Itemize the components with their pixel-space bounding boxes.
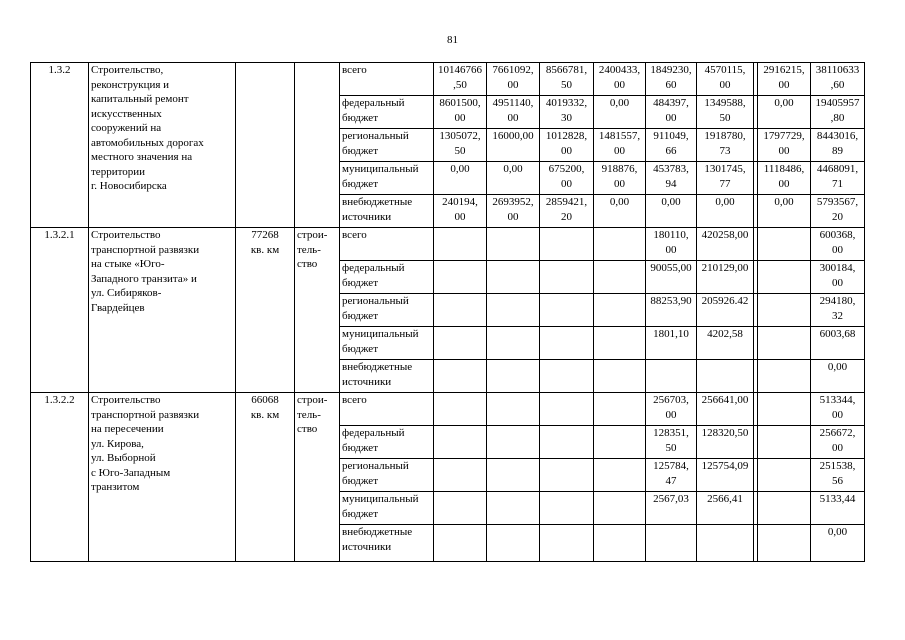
year-value-cell	[434, 393, 487, 426]
item-capacity: 66068 кв. км	[236, 393, 295, 562]
year-value-cell: 125784, 47	[646, 459, 697, 492]
year-value-cell: 4202,58	[697, 327, 754, 360]
funding-source-label: всего	[340, 393, 434, 426]
year-value-cell	[646, 525, 697, 562]
year-value-cell: 4570115, 00	[697, 63, 754, 96]
item-capacity	[236, 63, 295, 228]
year-value-cell: 911049, 66	[646, 129, 697, 162]
funding-source-label: внебюджетные источники	[340, 525, 434, 562]
total-value-cell: 251538, 56	[811, 459, 865, 492]
year-value-cell	[487, 459, 540, 492]
year-value-cell	[434, 360, 487, 393]
year-value-cell: 4951140, 00	[487, 96, 540, 129]
funding-source-label: муниципальный бюджет	[340, 492, 434, 525]
total-value-cell: 256672, 00	[811, 426, 865, 459]
item-kind: строи- тель- ство	[295, 393, 340, 562]
year-value-cell	[594, 426, 646, 459]
year-value-cell: 8566781, 50	[540, 63, 594, 96]
year-value-cell: 484397, 00	[646, 96, 697, 129]
year-value-cell	[434, 294, 487, 327]
year-value-cell: 88253,90	[646, 294, 697, 327]
year-value-cell: 0,00	[758, 96, 811, 129]
year-value-cell	[697, 360, 754, 393]
year-value-cell: 1301745, 77	[697, 162, 754, 195]
table-row	[31, 393, 865, 426]
year-value-cell: 0,00	[697, 195, 754, 228]
item-name: Строительство транспортной развязки на пересечении ул. Кирова, ул. Выборной с Юго-Западным транзитом	[89, 393, 236, 562]
item-name: Строительство транспортной развязки на стыке «Юго- Западного транзита» и ул. Сибиряков- Гвардейцев	[89, 228, 236, 393]
year-value-cell: 2916215, 00	[758, 63, 811, 96]
total-value-cell: 600368, 00	[811, 228, 865, 261]
year-value-cell	[758, 393, 811, 426]
year-value-cell: 1918780, 73	[697, 129, 754, 162]
year-value-cell: 420258,00	[697, 228, 754, 261]
year-value-cell	[540, 228, 594, 261]
year-value-cell: 7661092, 00	[487, 63, 540, 96]
year-value-cell: 128320,50	[697, 426, 754, 459]
year-value-cell: 0,00	[594, 96, 646, 129]
year-value-cell: 90055,00	[646, 261, 697, 294]
item-kind	[295, 63, 340, 228]
item-name: Строительство, реконструкция и капитальный ремонт искусственных сооружений на автомобильных дорогах местного значения на территории г. Новосибирска	[89, 63, 236, 228]
year-value-cell: 180110, 00	[646, 228, 697, 261]
year-value-cell: 240194, 00	[434, 195, 487, 228]
year-value-cell	[540, 294, 594, 327]
year-value-cell	[540, 261, 594, 294]
total-value-cell: 294180, 32	[811, 294, 865, 327]
year-value-cell: 0,00	[434, 162, 487, 195]
year-value-cell	[540, 393, 594, 426]
funding-source-label: внебюджетные источники	[340, 360, 434, 393]
year-value-cell: 0,00	[487, 162, 540, 195]
page-number: 81	[447, 34, 458, 46]
year-value-cell: 0,00	[646, 195, 697, 228]
year-value-cell	[758, 459, 811, 492]
item-number: 1.3.2	[31, 63, 89, 228]
year-value-cell: 2567,03	[646, 492, 697, 525]
funding-source-label: муниципальный бюджет	[340, 162, 434, 195]
year-value-cell: 16000,00	[487, 129, 540, 162]
year-value-cell: 1012828, 00	[540, 129, 594, 162]
year-value-cell	[540, 492, 594, 525]
year-value-cell: 453783, 94	[646, 162, 697, 195]
year-value-cell: 1349588, 50	[697, 96, 754, 129]
year-value-cell	[758, 492, 811, 525]
year-value-cell	[540, 525, 594, 562]
funding-source-label: федеральный бюджет	[340, 96, 434, 129]
funding-source-label: федеральный бюджет	[340, 261, 434, 294]
year-value-cell: 1305072, 50	[434, 129, 487, 162]
year-value-cell	[758, 525, 811, 562]
funding-source-label: региональный бюджет	[340, 459, 434, 492]
item-kind: строи- тель- ство	[295, 228, 340, 393]
year-value-cell	[434, 327, 487, 360]
funding-source-label: всего	[340, 228, 434, 261]
total-value-cell: 5793567, 20	[811, 195, 865, 228]
budget-table	[30, 62, 865, 562]
year-value-cell: 210129,00	[697, 261, 754, 294]
year-value-cell: 2566,41	[697, 492, 754, 525]
item-number: 1.3.2.1	[31, 228, 89, 393]
year-value-cell: 8601500, 00	[434, 96, 487, 129]
year-value-cell: 918876, 00	[594, 162, 646, 195]
year-value-cell	[594, 492, 646, 525]
year-value-cell: 0,00	[594, 195, 646, 228]
table-row	[31, 228, 865, 261]
year-value-cell: 1481557, 00	[594, 129, 646, 162]
year-value-cell	[594, 294, 646, 327]
total-value-cell: 0,00	[811, 525, 865, 562]
year-value-cell	[758, 426, 811, 459]
year-value-cell	[758, 228, 811, 261]
year-value-cell	[487, 327, 540, 360]
table-row	[31, 63, 865, 96]
year-value-cell: 256641,00	[697, 393, 754, 426]
total-value-cell: 8443016, 89	[811, 129, 865, 162]
year-value-cell: 125754,09	[697, 459, 754, 492]
year-value-cell	[646, 360, 697, 393]
year-value-cell	[487, 294, 540, 327]
year-value-cell: 256703, 00	[646, 393, 697, 426]
total-value-cell: 0,00	[811, 360, 865, 393]
funding-source-label: внебюджетные источники	[340, 195, 434, 228]
year-value-cell	[594, 228, 646, 261]
year-value-cell	[758, 261, 811, 294]
year-value-cell	[540, 459, 594, 492]
year-value-cell	[540, 360, 594, 393]
year-value-cell	[487, 393, 540, 426]
total-value-cell: 513344, 00	[811, 393, 865, 426]
total-value-cell: 5133,44	[811, 492, 865, 525]
total-value-cell: 38110633 ,60	[811, 63, 865, 96]
year-value-cell: 2400433, 00	[594, 63, 646, 96]
year-value-cell: 4019332, 30	[540, 96, 594, 129]
year-value-cell	[434, 525, 487, 562]
year-value-cell	[540, 327, 594, 360]
year-value-cell	[758, 327, 811, 360]
year-value-cell: 2693952, 00	[487, 195, 540, 228]
year-value-cell	[594, 525, 646, 562]
year-value-cell	[487, 492, 540, 525]
year-value-cell	[487, 360, 540, 393]
year-value-cell: 675200, 00	[540, 162, 594, 195]
year-value-cell: 1801,10	[646, 327, 697, 360]
year-value-cell	[434, 261, 487, 294]
total-value-cell: 300184, 00	[811, 261, 865, 294]
total-value-cell: 4468091, 71	[811, 162, 865, 195]
year-value-cell	[594, 459, 646, 492]
item-number: 1.3.2.2	[31, 393, 89, 562]
year-value-cell: 1118486, 00	[758, 162, 811, 195]
year-value-cell	[594, 393, 646, 426]
year-value-cell	[487, 228, 540, 261]
funding-source-label: региональный бюджет	[340, 294, 434, 327]
item-capacity: 77268 кв. км	[236, 228, 295, 393]
total-value-cell: 19405957 ,80	[811, 96, 865, 129]
year-value-cell	[758, 360, 811, 393]
year-value-cell	[434, 492, 487, 525]
year-value-cell	[594, 360, 646, 393]
funding-source-label: региональный бюджет	[340, 129, 434, 162]
year-value-cell: 128351, 50	[646, 426, 697, 459]
total-value-cell: 6003,68	[811, 327, 865, 360]
year-value-cell	[487, 261, 540, 294]
year-value-cell	[697, 525, 754, 562]
year-value-cell: 2859421, 20	[540, 195, 594, 228]
year-value-cell: 10146766 ,50	[434, 63, 487, 96]
funding-source-label: муниципальный бюджет	[340, 327, 434, 360]
funding-source-label: федеральный бюджет	[340, 426, 434, 459]
year-value-cell	[594, 327, 646, 360]
funding-source-label: всего	[340, 63, 434, 96]
year-value-cell	[758, 294, 811, 327]
year-value-cell	[594, 261, 646, 294]
year-value-cell	[487, 525, 540, 562]
year-value-cell	[434, 426, 487, 459]
year-value-cell: 0,00	[758, 195, 811, 228]
year-value-cell	[540, 426, 594, 459]
year-value-cell: 205926.42	[697, 294, 754, 327]
year-value-cell: 1797729, 00	[758, 129, 811, 162]
year-value-cell	[434, 459, 487, 492]
year-value-cell	[434, 228, 487, 261]
year-value-cell	[487, 426, 540, 459]
year-value-cell: 1849230, 60	[646, 63, 697, 96]
